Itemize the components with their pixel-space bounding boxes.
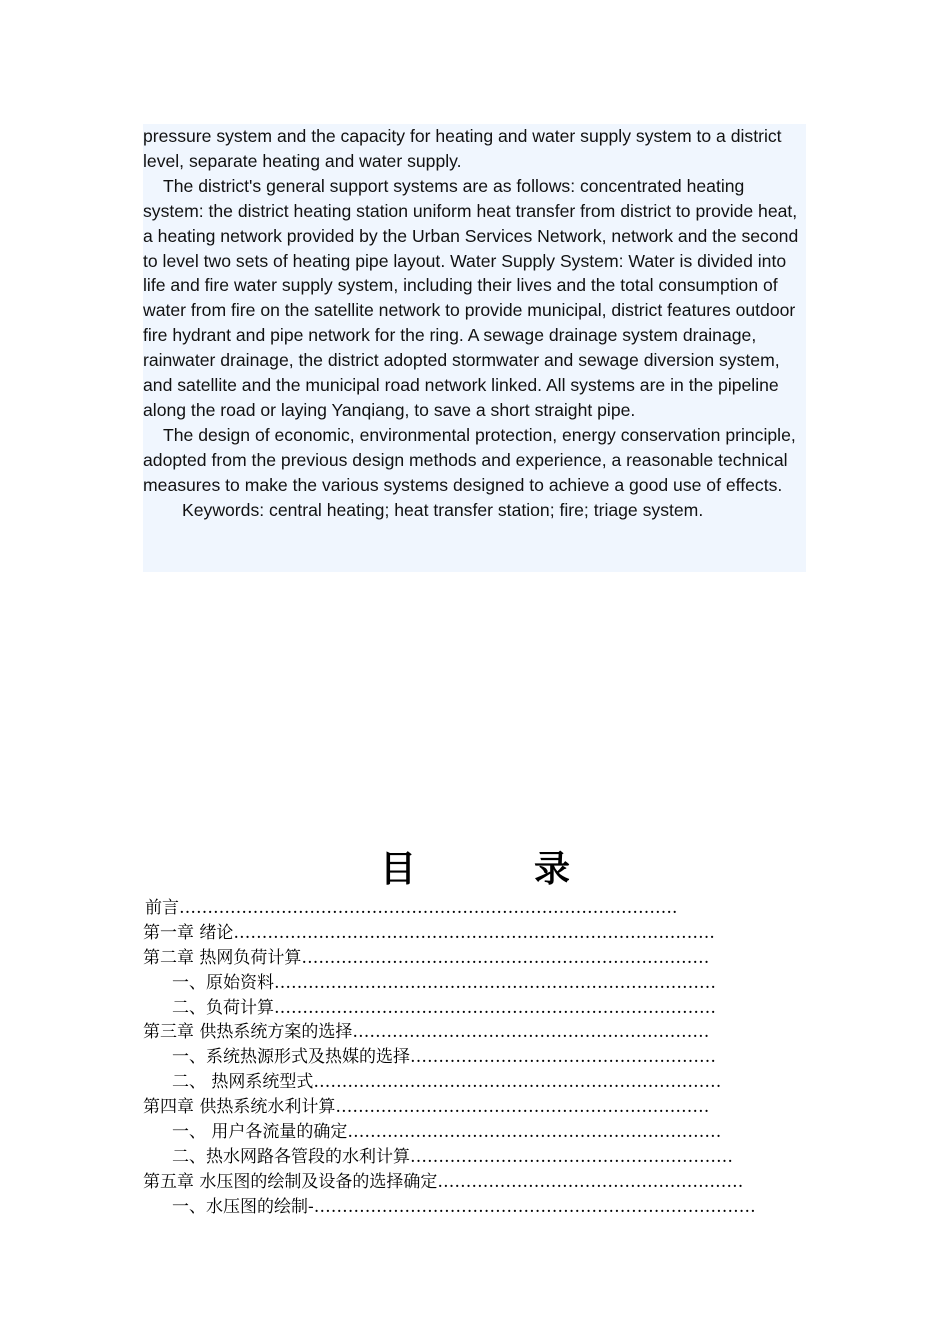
toc-entry[interactable] — [143, 996, 813, 1021]
abstract-block — [143, 124, 806, 572]
toc-entry-leader: ……………………………………………………………………………. — [179, 898, 678, 918]
toc-entry-leader: …………………………………………………………………… — [313, 1196, 756, 1217]
toc-entry-leader: …………………………………………………………………… — [274, 972, 716, 993]
abstract-paragraph-3: The design of economic, environmental protection, energy conservation principle, adopted from the previous design methods and experience, a reasonable technical measures to make the various systems designed to achieve a good use of effects. — [143, 424, 796, 495]
toc-title-char-2: 录 — [534, 849, 571, 890]
toc-entry-label: 一、水压图的绘制- — [172, 1196, 314, 1217]
toc-entry[interactable] — [143, 896, 813, 921]
toc-entry-leader: ………………………………………………………… — [347, 1122, 722, 1143]
toc-entry[interactable] — [143, 1170, 813, 1195]
toc-entry[interactable] — [143, 946, 813, 971]
toc-entry-leader: ………………………………………………………… — [335, 1097, 710, 1118]
toc-entry-label: 二、负荷计算 — [172, 997, 274, 1018]
toc-entry-leader: ………………………………………………… — [410, 1146, 733, 1167]
toc-entry-label: 一、系统热源形式及热媒的选择 — [172, 1047, 410, 1068]
table-of-contents — [143, 896, 813, 1220]
toc-entry[interactable] — [143, 1020, 813, 1045]
toc-title-char-1: 目 — [379, 849, 416, 890]
toc-entry-leader: ……………………………………………… — [437, 1171, 744, 1192]
toc-entry-leader: ……………………………………………………………… — [301, 947, 710, 968]
toc-entry-label: 第三章 供热系统方案的选择 — [143, 1022, 353, 1043]
toc-entry-leader: ……………………………………………………… — [352, 1022, 710, 1043]
toc-entry[interactable] — [143, 1120, 813, 1145]
keywords-line: Keywords: central heating; heat transfer station; fire; triage system. — [182, 499, 704, 520]
toc-entry-label: 二、热水网路各管段的水利计算 — [172, 1146, 410, 1167]
abstract-paragraph-2: The district's general support systems are as follows: concentrated heating system: the district heating station uniform heat transfer from district to provide heat, a heating network provided by the Urban Services Network, network and the second to level two sets of heating pipe layout. Water Supply System: Water is divided into life and fire water supply system, including their lives and the total consumption of water from fire on the satellite network to provide municipal, district features outdoor fire hydrant and pipe network for the ring. A sewage drainage system drainage, rainwater drainage, the district adopted stormwater and sewage diversion system, and satellite and the municipal road network linked. All systems are in the pipeline along the road or laying Yanqiang, to save a short straight pipe. — [143, 175, 799, 420]
toc-entry-leader: ……………………………………………… — [410, 1047, 716, 1068]
toc-entry-leader: ……………………………………………………………… — [313, 1072, 722, 1093]
toc-entry-label: 第四章 供热系统水利计算 — [143, 1097, 336, 1118]
toc-entry-label: 第二章 热网负荷计算 — [143, 947, 302, 968]
toc-entry[interactable] — [143, 921, 813, 946]
toc-entry-leader: …………………………………………………………………… — [274, 997, 716, 1018]
toc-entry-label: 第一章 绪论 — [143, 922, 234, 943]
toc-entry-label: 二、 热网系统型式 — [172, 1072, 314, 1093]
toc-entry[interactable] — [143, 1070, 813, 1095]
toc-title — [0, 848, 950, 892]
toc-entry[interactable] — [143, 971, 813, 996]
toc-entry[interactable] — [143, 1045, 813, 1070]
toc-entry-leader: …………………………………………………………………………. — [233, 922, 715, 943]
toc-entry-label: 一、 用户各流量的确定 — [172, 1122, 348, 1143]
toc-entry-label: 一、原始资料 — [172, 972, 274, 993]
abstract-paragraph-1: pressure system and the capacity for heating and water supply system to a district level, separate heating and water supply. — [143, 126, 782, 171]
toc-entry[interactable] — [143, 1095, 813, 1120]
toc-entry[interactable] — [143, 1145, 813, 1170]
toc-entry-label: 前言 — [145, 898, 179, 918]
toc-entry-label: 第五章 水压图的绘制及设备的选择确定 — [143, 1171, 438, 1192]
toc-entry[interactable] — [143, 1195, 813, 1220]
